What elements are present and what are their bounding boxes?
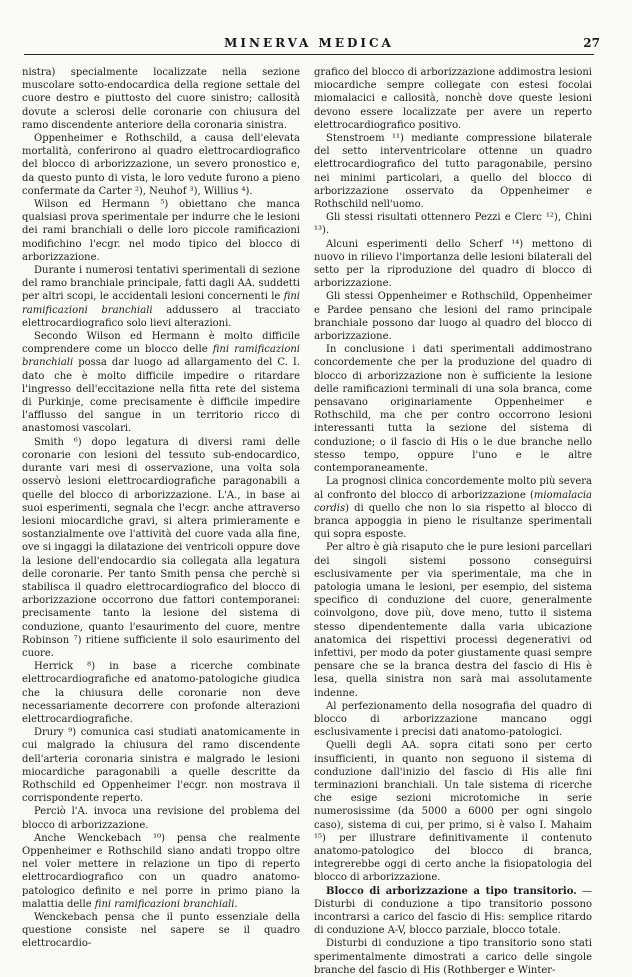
paragraph: Disturbi di conduzione a tipo transitorio sono stati sperimentalmente dimostrati a carico delle singole branche del fascio di His (Rothberger e Winter-: [314, 938, 592, 976]
paragraph: grafico del blocco di arborizzazione addimostra lesioni miocardiche sempre collegate con estesi focolai miomalacici e callosità, nonchè dove queste lesioni devono essere localizzate per avere un reperto elettrocardiografico positivo.: [314, 67, 592, 131]
paragraph: Secondo Wilson ed Hermann è molto difficile comprendere come un blocco delle fini ramificazioni branchiali possa dar luogo ad allargamento del C. I. dato che è molto difficile impedire o ritardare l'ingresso dell'eccitazione nella fitta rete del sistema di Purkinje, come precisamente è difficile impedire l'afflusso del sangue in un territorio ricco di anastomosi vascolari.: [22, 331, 300, 435]
paragraph: Stenstroem ¹¹) mediante compressione bilaterale del setto interventricolare ottenne un quadro elettrocardiografico del tutto paragonabile, persino nei minimi particolari, a quello del blocco di arborizzazione osservato da Oppenheimer e Rothschild nell'uomo.: [314, 133, 592, 211]
italic-phrase: fini ramificazioni branchiali: [94, 898, 235, 910]
paragraph: Wilson ed Hermann ⁵) obiettano che manca qualsiasi prova sperimentale per indurre che le lesioni dei rami branchiali o delle loro piccole ramificazioni modifichino l'ecgr. nel modo tipico del blocco di arborizzazione.: [22, 199, 300, 263]
italic-phrase: fini ramificazioni branchiali: [22, 344, 300, 369]
journal-title: MINERVA MEDICA: [224, 36, 394, 50]
paragraph: Durante i numerosi tentativi sperimentali di sezione del ramo branchiale principale, fatti dagli AA. suddetti per altri scopi, le accidentali lesioni concernenti le fini ramificazioni branchiali addussero al tracciato elettrocardiografico solo lievi alterazioni.: [22, 265, 300, 329]
paragraph: Perciò l'A. invoca una revisione del problema del blocco di arborizzazione.: [22, 806, 300, 831]
paragraph: Anche Wenckebach ¹⁰) pensa che realmente Oppenheimer e Rothschild siano andati troppo oltre nel voler mettere in relazione un tipo di reperto elettrocardiografico con un quadro anatomo-patologico definito e nel porre in primo piano la malattia delle fini ramificazioni branchiali.: [22, 832, 300, 910]
italic-phrase: fini ramificazioni branchiali: [22, 291, 300, 316]
paragraph: Drury ⁹) comunica casi studiati anatomicamente in cui malgrado la chiusura del ramo discendente dell'arteria coronaria sinistra e malgrado le lesioni miocardiche paragonabili a quelle descritte da Rothschild ed Oppenheimer l'ecgr. non mostrava il corrispondente reperto.: [22, 727, 300, 805]
paragraph: Oppenheimer e Rothschild, a causa dell'elevata mortalità, conferirono al quadro elettrocardiografico del blocco di arborizzazione, un severo pronostico e, da questo punto di vista, le loro vedute furono a pieno confermate da Carter ²), Neuhof ³), Willius ⁴).: [22, 133, 300, 197]
paragraph: nistra) specialmente localizzate nella sezione muscolare sotto-endocardica della regione settale del cuore destro e piuttosto del cuore sinistro; callosità dovute a sclerosi delle coronarie con chiusura del ramo discendente anteriore della coronaria sinistra.: [22, 67, 300, 131]
page-number: 27: [583, 36, 600, 50]
paragraph: La prognosi clinica concordemente molto più severa al confronto del blocco di arborizzazione (miomalacia cordis) di quello che non lo sia rispetto al blocco di branca appoggia in pieno le risultanze sperimentali qui sopra esposte.: [314, 476, 592, 541]
paragraph: Gli stessi Oppenheimer e Rothschild, Oppenheimer e Pardee pensano che lesioni del ramo principale branchiale possono dar luogo al quadro del blocco di arborizzazione.: [314, 291, 592, 343]
paragraph: Smith ⁶) dopo legatura di diversi rami delle coronarie con lesioni del tessuto sub-endocardico, durante vari mesi di osservazione, una volta sola osservò lesioni elettrocardiografiche paragonabili a quelle del blocco di arborizzazione. L'A., in base ai suoi esperimenti, segnala che l'ecgr. anche attraverso lesioni miocardiche gravi, si altera primieramente e sostanzialmente ove l'attività del cuore vada alla fine, ove si ingaggi la dilatazione dei ventricoli oppure dove la lesione dell'endocardio sia collegata alla legatura delle coronarie. Per tanto Smith pensa che perchè si stabilisca il quadro elettrocardiografico del blocco di arborizzazione occorrono due fattori contemporanei: precisamente tanto la lesione del sistema di conduzione, quanto l'esaurimento del cuore, mentre Robinson ⁷) ritiene sufficiente il solo esaurimento del cuore.: [22, 436, 300, 659]
paragraph: Al perfezionamento della nosografia del quadro di blocco di arborizzazione mancano oggi esclusivamente i precisi dati anatomo-patologici.: [314, 700, 592, 739]
paragraph: In conclusione i dati sperimentali addimostrano concordemente che per la produzione del quadro di blocco di arborizzazione non è sufficiente la lesione delle ramificazioni terminali di una sola branca, come pensavano originariamente Oppenheimer e Rothschild, ma che per contro occorrono lesioni interessanti tutta la sezione del sistema di conduzione; o il fascio di His o le due branche nello stesso tempo, oppure l'uno e le altre contemporaneamente.: [314, 344, 592, 475]
section-heading: Blocco di arborizzazione a tipo transitorio.: [326, 885, 577, 897]
running-header: [24, 34, 600, 55]
left-column: [22, 66, 300, 951]
section-text: Disturbi di conduzione a tipo transitorio possono incontrarsi a carico del fascio di His: semplice ritardo di conduzione A-V, blocco parziale, blocco totale.: [314, 898, 592, 937]
italic-phrase: miomalacia cordis: [314, 489, 592, 514]
section-paragraph: [314, 885, 592, 938]
paragraph: Herrick ⁸) in base a ricerche combinate elettrocardiografiche ed anatomo-patologiche giudica che la chiusura delle coronarie non deve necessariamente decorrere con profonde alterazioni elettrocardiografiche.: [22, 661, 300, 725]
paragraph: Alcuni esperimenti dello Scherf ¹⁴) mettono di nuovo in rilievo l'importanza delle lesioni bilaterali del setto per la riproduzione del quadro di blocco di arborizzazione.: [314, 238, 592, 290]
paragraph: Gli stessi risultati ottennero Pezzi e Clerc ¹²), Chini ¹³).: [314, 212, 592, 237]
paragraph: Quelli degli AA. sopra citati sono per certo insufficienti, in quanto non seguono il sistema di conduzione dall'inizio del fascio di His alle fini terminazioni branchiali. Un tale sistema di ricerche che esige sezioni microtomiche in serie numerosissime (da 5000 a 6000 per ogni singolo caso), sistema di cui, per primo, si è valso I. Mahaim ¹⁵) per illustrare definitivamente il contenuto anatomo-patologico del blocco di branca, integrerebbe oggi di certo anche la fisiopatologia del blocco di arborizzazione.: [314, 740, 592, 884]
right-column: [314, 66, 592, 977]
paragraph: Wenckebach pensa che il punto essenziale della questione consiste nel sapere se il quadro elettrocardio-: [22, 912, 300, 950]
heading-dash: —: [576, 885, 592, 897]
paragraph: Per altro è già risaputo che le pure lesioni parcellari dei singoli sistemi possono conseguirsi esclusivamente per via sperimentale, ma che in patologia umana le lesioni, per esempio, del sistema specifico di conduzione del cuore, generalmente coinvolgono, dove più, dove meno, tutto il sistema stesso dipendentemente dalla varia ubicazione anatomica dei rispettivi processi degenerativi od infettivi, per modo da poter giustamente quasi sempre pensare che se la branca destra del fascio di His è lesa, quella sinistra non sarà mai assolutamente indenne.: [314, 542, 592, 699]
